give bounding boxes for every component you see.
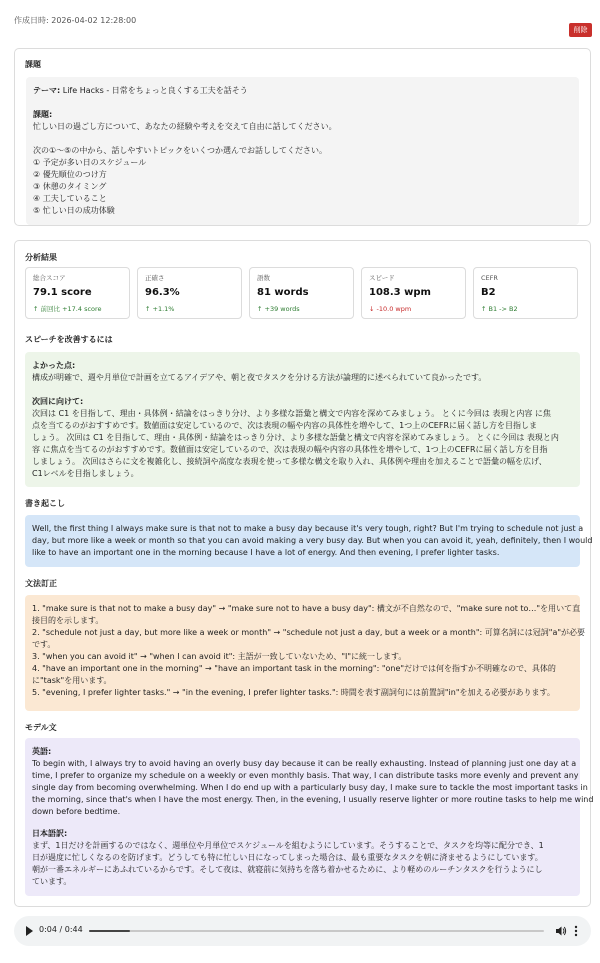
metric-value: 81 words (257, 287, 309, 298)
next-label: 次回に向けて: (32, 397, 84, 406)
metric-speed (361, 267, 466, 319)
metric-value: 108.3 wpm (369, 287, 431, 298)
audio-time: 0:04 / 0:44 (39, 925, 83, 934)
topic-item: ⑤ 忙しい日の成功体験 (33, 206, 115, 215)
audio-player (14, 916, 591, 946)
model-ja-line: 日が過度に忙しくなるのを防げます。どうしても特に忙しい日になってしまった場合は、最も重要なタスクを朝に済ませるようにしています。 (32, 853, 543, 862)
topic-item: ③ 休憩のタイミング (33, 182, 107, 191)
topic-item: ② 優先順位のつけ方 (33, 170, 107, 179)
next-text-line: しょう。 次回は C1 を目指して、理由・具体例・結論をはっきり分け、より多様な語彙と構文で内容を深めてみましょう。 とくに今回は 表現と内 (32, 433, 559, 442)
analysis-card (14, 240, 594, 907)
metric-value: 79.1 score (33, 287, 92, 298)
model-en-line: time, I prefer to organize my schedule on a weekly or even monthly basis. That way, I can distribute tasks more evenly and prevent any (32, 771, 579, 780)
metric-label: 正確さ (145, 274, 165, 282)
next-text-line: 点を当てるのがおすすめです。数値面は安定しているので、次は表現の幅や内容の具体性を増やして、1つ上のCEFRに届く話し方を目指しま (32, 421, 538, 430)
model-en-line: the morning, since that's when I have the most energy. Then, in the evening, I usually reserve lighter or more routine tasks to help me wind (32, 795, 594, 804)
task-card-title: 課題 (25, 60, 41, 69)
grammar-line: です。 (32, 640, 56, 649)
theme-line (33, 85, 572, 97)
task-box (26, 77, 579, 225)
grammar-line: 接目的を示します。 (32, 616, 104, 625)
metric-label: CEFR (481, 274, 498, 282)
model-title: モデル文 (25, 723, 57, 732)
created-datetime: 作成日時: 2026-04-02 12:28:00 (14, 16, 137, 25)
play-icon[interactable] (26, 926, 33, 936)
metrics-row (25, 267, 580, 319)
grammar-line: 3. "when you can avoid it" → "when I can avoid it": 主語が一致していないため、"I"に統一します。 (32, 652, 407, 661)
good-label: よかった点: (32, 361, 76, 370)
next-text-line: 次回は C1 を目指して、理由・具体例・結論をはっきり分け、より多様な語彙と構文で内容を深めてみましょう。 とくに今回は 表現と内容 に焦 (32, 409, 551, 418)
metric-delta: ↑ B1 -> B2 (481, 305, 518, 313)
prompt-label: 課題: (33, 110, 53, 119)
transcript-line: like to have an important one in the morning because I have a lot of energy. And then evening, I prefer lighter tasks. (32, 548, 500, 557)
grammar-line: 5. "evening, I prefer lighter tasks." → "in the evening, I prefer lighter tasks.": 時間を表す副詞句には前置詞"in"を加える必要があります。 (32, 688, 555, 697)
volume-icon[interactable] (555, 925, 567, 937)
model-ja-line: ています。 (32, 877, 72, 886)
transcript-box (25, 515, 593, 567)
metric-delta: ↓ -10.0 wpm (369, 305, 412, 313)
model-ja-line: 朝が一番エネルギーにあふれているからです。そして夜は、就寝前に気持ちを落ち着かせるために、より軽めのルーチンタスクを行うようにし (32, 865, 543, 874)
improve-title: スピーチを改善するには (25, 335, 113, 344)
metric-value: B2 (481, 287, 496, 298)
analysis-title: 分析結果 (25, 253, 57, 262)
model-box (25, 738, 594, 896)
metric-delta: ↑ +1.1% (145, 305, 175, 313)
topic-item: ④ 工夫していること (33, 194, 107, 203)
metric-total-score (25, 267, 130, 319)
grammar-line: 1. "make sure is that not to make a busy day" → "make sure not to have a busy day": 構文が不自然なので、"make sure not to…"を用いて直 (32, 604, 581, 613)
grammar-line: 4. "have an important one in the morning" → "have an important task in the morning": "one"だけでは何を指すか不明確なので、具体的 (32, 664, 556, 673)
transcript-line: day, but more like a week or month so that you can avoid making a very busy day. But when you can avoid it, yeah, definitely, then I would (32, 536, 593, 545)
prompt-text: 忙しい日の過ごし方について、あなたの経験や考えを交えて自由に話してください。 (33, 122, 337, 131)
next-text-line: 容 に焦点を当てるのがおすすめです。数値面は安定しているので、次は表現の幅や内容の具体性を増やして、1つ上のCEFRに届く話し方を目指 (32, 445, 548, 454)
audio-progress-track[interactable] (89, 930, 544, 932)
improve-box (25, 352, 580, 487)
grammar-box (25, 595, 586, 711)
metric-value: 96.3% (145, 287, 180, 298)
task-card (14, 48, 591, 226)
model-en-label: 英語: (32, 747, 52, 756)
theme-value: Life Hacks - 日常をちょっと良くする工夫を話そう (60, 86, 248, 95)
good-text: 構成が明確で、週や月単位で計画を立てるアイデアや、朝と夜でタスクを分ける方法が論理的に述べられていて良かったです。 (32, 373, 487, 382)
metric-delta: ↑ +39 words (257, 305, 300, 313)
audio-progress-fill (89, 930, 130, 932)
transcript-title: 書き起こし (25, 499, 65, 508)
delete-button[interactable]: 削除 (569, 23, 592, 37)
more-options-icon[interactable] (573, 924, 579, 938)
topic-item: ① 予定が多い日のスケジュール (33, 158, 147, 167)
theme-label: テーマ: (33, 86, 61, 95)
model-ja-line: まず、1日だけを計画するのではなく、週単位や月単位でスケジュールを組むようにしています。そうすることで、タスクを均等に配分でき、1 (32, 841, 544, 850)
grammar-title: 文法訂正 (25, 579, 57, 588)
model-en-line: To begin with, I always try to avoid having an overly busy day because it can be really exhausting. Instead of planning just one day at a (32, 759, 577, 768)
model-ja-label: 日本語訳: (32, 829, 68, 838)
model-en-line: down before bedtime. (32, 807, 121, 816)
metric-label: スピード (369, 274, 395, 282)
next-text-line: しましょう。 次回はさらに文を複雑化し、接続詞や高度な表現を使って多様な構文を取り入れ、具体例や理由を加えることで語彙の幅を広げ、 (32, 457, 547, 466)
metric-label: 総合スコア (33, 274, 66, 282)
metric-cefr (473, 267, 578, 319)
metric-accuracy (137, 267, 242, 319)
grammar-line: に"task"を用います。 (32, 676, 112, 685)
grammar-line: 2. "schedule not just a day, but more like a week or month" → "schedule not just a day, but a week or a month": 可算名詞には冠詞"a"が必要 (32, 628, 586, 637)
next-text-line: C1レベルを目指しましょう。 (32, 469, 139, 478)
topic-instruction: 次の①〜⑤の中から、話しやすいトピックをいくつか選んでお話ししてください。 (33, 146, 328, 155)
metric-delta: ↑ 前回比 +17.4 score (33, 305, 102, 313)
metric-label: 語数 (257, 274, 270, 282)
transcript-line: Well, the first thing I always make sure is that not to make a busy day because it's very tough, right? But I'm trying to schedule not just a (32, 524, 584, 533)
model-en-line: single day from becoming overwhelming. When I do end up with a particularly busy day, I make sure to tackle the most important tasks in (32, 783, 588, 792)
metric-word-count (249, 267, 354, 319)
